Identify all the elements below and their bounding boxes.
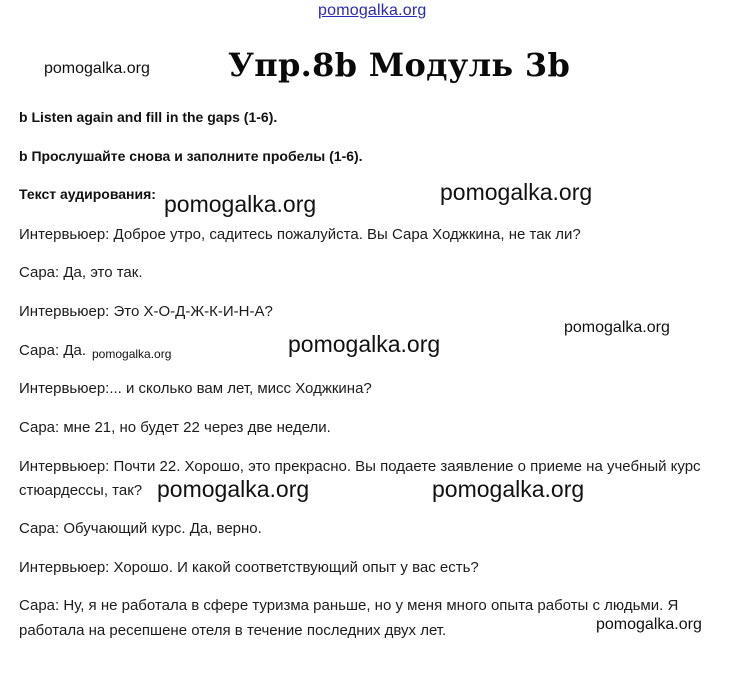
watermark-big-3: pomogalka.org	[288, 331, 441, 357]
dialogue-line: Сара: Да.	[19, 342, 87, 359]
transcript-label: Текст аудирования:	[19, 186, 156, 202]
watermark-top-link[interactable]: pomogalka.org	[318, 2, 427, 19]
dialogue-line: Интервьюер: Почти 22. Хорошо, это прекрасно. Вы подаете заявление о приеме на учебный курс	[19, 458, 701, 475]
watermark-small-right-2: pomogalka.org	[596, 616, 702, 633]
watermark-big-2: pomogalka.org	[440, 179, 593, 205]
watermark-small-right-1: pomogalka.org	[564, 319, 670, 336]
dialogue-line: работала на ресепшене отеля в течение последних двух лет.	[19, 622, 447, 639]
dialogue-line: Сара: мне 21, но будет 22 через две недели.	[19, 419, 331, 436]
watermark-left-title: pomogalka.org	[44, 60, 150, 77]
dialogue-line: Сара: Ну, я не работала в сфере туризма раньше, но у меня много опыта работы с людьми. Я	[19, 597, 679, 614]
watermark-big-1: pomogalka.org	[164, 191, 317, 217]
watermark-big-4: pomogalka.org	[157, 476, 310, 502]
dialogue-line: Интервьюер: Хорошо. И какой соответствующий опыт у вас есть?	[19, 559, 479, 576]
instruction-english: b Listen again and fill in the gaps (1-6).	[19, 109, 278, 125]
dialogue-line: стюардессы, так?	[19, 482, 143, 499]
dialogue-line: Интервьюер: Доброе утро, садитесь пожалуйста. Вы Сара Ходжкина, не так ли?	[19, 226, 581, 243]
dialogue-line: Сара: Обучающий курс. Да, верно.	[19, 520, 262, 537]
watermark-big-5: pomogalka.org	[432, 476, 585, 502]
dialogue-line: Интервьюер:... и сколько вам лет, мисс Ходжкина?	[19, 380, 372, 397]
page-title: Упр.8b Модуль 3b	[228, 46, 571, 84]
dialogue-line: Интервьюер: Это Х-О-Д-Ж-К-И-Н-А?	[19, 303, 273, 320]
instruction-russian: b Прослушайте снова и заполните пробелы (1-6).	[19, 148, 363, 164]
watermark-small-sara: pomogalka.org	[92, 347, 172, 361]
dialogue-line: Сара: Да, это так.	[19, 264, 143, 281]
